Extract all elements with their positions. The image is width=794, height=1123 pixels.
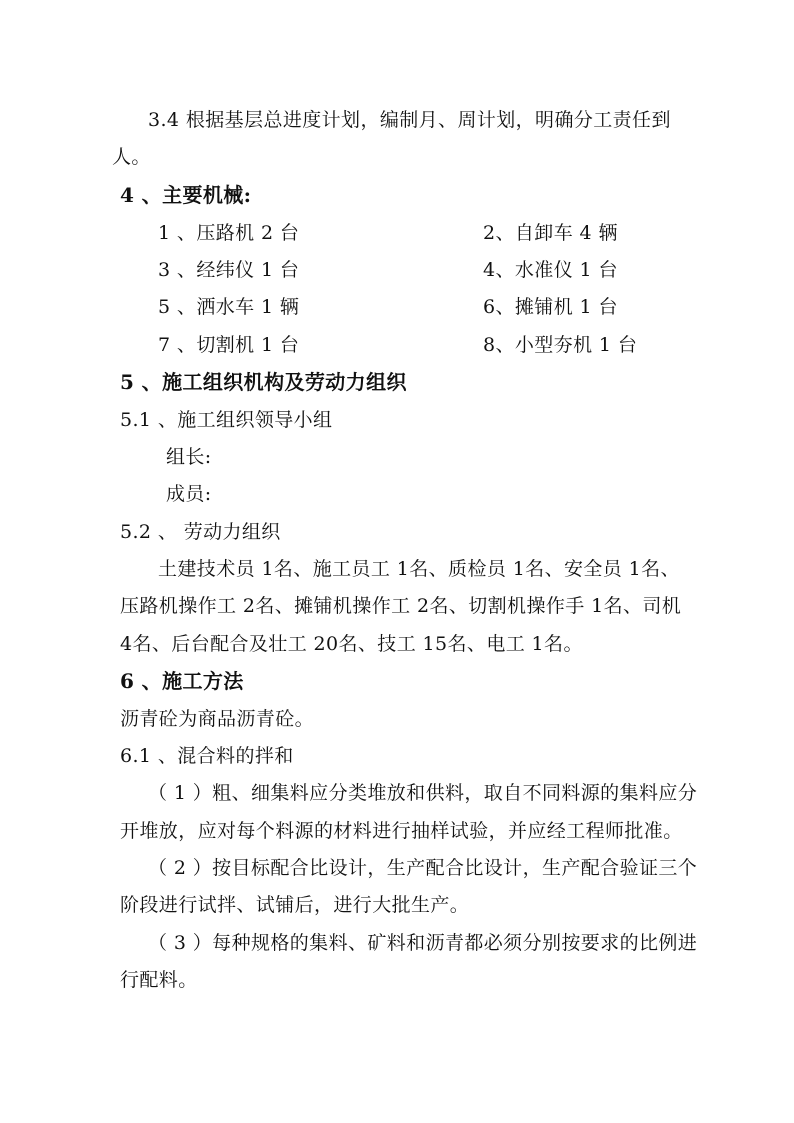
method-paragraph-line: （ 2 ）按目标配合比设计，生产配合比设计，生产配合验证三个 [148,857,698,879]
labor-line: 压路机操作工 2名、摊铺机操作工 2名、切割机操作手 1名、司机 [120,595,682,617]
machine-item: 8、小型夯机 1 台 [483,334,638,356]
method-paragraph-line: （ 1 ）粗、细集料应分类堆放和供料，取自不同料源的集料应分 [148,782,698,804]
machine-item: 2、自卸车 4 辆 [483,222,618,244]
machine-item: 3 、经纬仪 1 台 [158,259,300,281]
section-5-1-heading: 5.1 、施工组织领导小组 [120,409,333,431]
method-paragraph-line: 行配料。 [120,969,198,991]
labor-line: 土建技术员 1名、施工员工 1名、质检员 1名、安全员 1名、 [158,558,680,580]
labor-line: 4名、后台配合及壮工 20名、技工 15名、电工 1名。 [120,633,583,655]
machine-item: 1 、压路机 2 台 [158,222,300,244]
method-paragraph-line: 开堆放，应对每个料源的材料进行抽样试验，并应经工程师批准。 [120,820,683,842]
section-3-4-line-2: 人。 [112,146,151,168]
leader-label: 组长: [166,446,212,468]
section-5-2-heading: 5.2 、 劳动力组织 [120,521,281,543]
section-3-4-line-1: 3.4 根据基层总进度计划，编制月、周计划，明确分工责任到 [148,109,671,131]
machine-item: 6、摊铺机 1 台 [483,296,618,318]
machine-item: 7 、切割机 1 台 [158,334,300,356]
section-5-heading: 5 、施工组织机构及劳动力组织 [120,370,407,394]
method-paragraph-line: 阶段进行试拌、试铺后，进行大批生产。 [120,894,470,916]
members-label: 成员: [166,483,212,505]
section-6-1-heading: 6.1 、混合料的拌和 [120,745,294,767]
machine-item: 4、水准仪 1 台 [483,259,618,281]
section-6-intro: 沥青砼为商品沥青砼。 [120,708,315,730]
method-paragraph-line: （ 3 ）每种规格的集料、矿料和沥青都必须分别按要求的比例进 [148,932,698,954]
machine-item: 5 、洒水车 1 辆 [158,296,300,318]
section-4-heading: 4 、主要机械: [120,183,252,207]
section-6-heading: 6 、施工方法 [120,669,244,693]
